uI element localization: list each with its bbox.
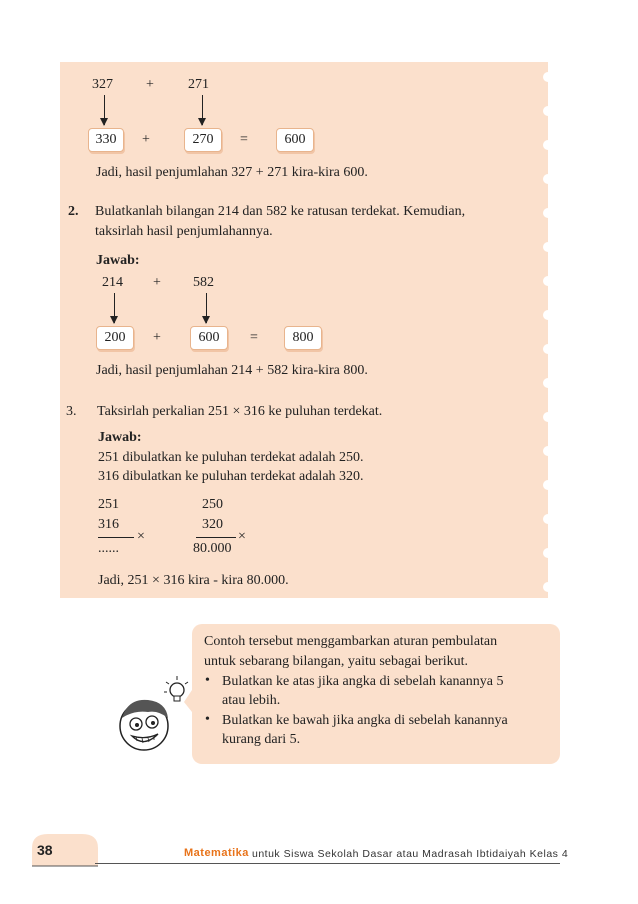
callout-bullet2-line1: Bulatkan ke bawah jika angka di sebelah kanannya [222,713,508,728]
ex1-number-a: 327 [92,77,113,92]
ex1-plus-bottom: + [142,132,150,147]
problem3-question: Taksirlah perkalian 251 × 316 ke puluhan terdekat. [97,404,383,419]
footer-book-title: untuk Siswa Sekolah Dasar atau Madrasah Ibtidaiyah Kelas 4 [252,848,569,860]
problem3-step2: 316 dibulatkan ke puluhan terdekat adalah 320. [98,469,364,484]
problem2-line1: Bulatkanlah bilangan 214 dan 582 ke ratusan terdekat. Kemudian, [95,204,466,219]
p2-number-b: 582 [193,275,214,290]
p3-col2-result: 80.000 [193,541,232,556]
callout-bullet1-line1: Bulatkan ke atas jika angka di sebelah kanannya 5 [222,674,504,689]
problem3-number: 3. [66,404,77,419]
bullet-dot-icon: • [205,673,210,688]
callout-bullet1-line2: atau lebih. [222,693,281,708]
p3-col1-a: 251 [98,497,119,512]
p2-arrow-a [114,293,115,323]
problem3-answer-label: Jawab: [98,430,142,445]
bullet-dot-icon: • [205,712,210,727]
ex1-plus-top: + [146,77,154,92]
ex1-result: 600 [276,128,314,152]
ex1-arrow-b [202,95,203,125]
ex1-conclusion: Jadi, hasil penjumlahan 327 + 271 kira-kira 600. [96,165,368,180]
p2-number-a: 214 [102,275,123,290]
problem3-conclusion: Jadi, 251 × 316 kira - kira 80.000. [98,573,289,588]
callout-bullet2-line2: kurang dari 5. [222,732,301,747]
problem2-line2: taksirlah hasil penjumlahannya. [95,224,273,239]
ex1-number-b: 271 [188,77,209,92]
page-number: 38 [37,842,53,858]
callout-line1: Contoh tersebut menggambarkan aturan pembulatan [204,634,498,649]
callout-line2: untuk sebarang bilangan, yaitu sebagai berikut. [204,654,468,669]
ex1-rounded-b: 270 [184,128,222,152]
p3-col2-times: × [238,529,246,544]
p2-arrow-b [206,293,207,323]
ex1-equals: = [240,132,248,147]
ex1-rounded-a: 330 [88,128,124,152]
p2-result: 800 [284,326,322,350]
p2-plus-bottom: + [153,330,161,345]
footer-subject: Matematika [184,847,249,859]
p3-col2-a: 250 [202,497,223,512]
panel-edge-holes [541,72,553,592]
p3-col2-b: 320 [202,517,223,532]
p3-col1-rule [98,537,134,538]
problem2-number: 2. [68,204,79,219]
p2-equals: = [250,330,258,345]
p3-col1-result: ...... [98,541,119,556]
thinking-student-illustration [108,640,208,760]
problem2-answer-label: Jawab: [96,253,140,268]
p3-col2-rule [196,537,236,538]
ex1-arrow-a [104,95,105,125]
p2-rounded-a: 200 [96,326,134,350]
p2-rounded-b: 600 [190,326,228,350]
p2-plus-top: + [153,275,161,290]
footer-rule [95,863,560,864]
problem3-step1: 251 dibulatkan ke puluhan terdekat adalah 250. [98,450,364,465]
p3-col1-b: 316 [98,517,119,532]
problem2-conclusion: Jadi, hasil penjumlahan 214 + 582 kira-kira 800. [96,363,368,378]
p3-col1-times: × [137,529,145,544]
